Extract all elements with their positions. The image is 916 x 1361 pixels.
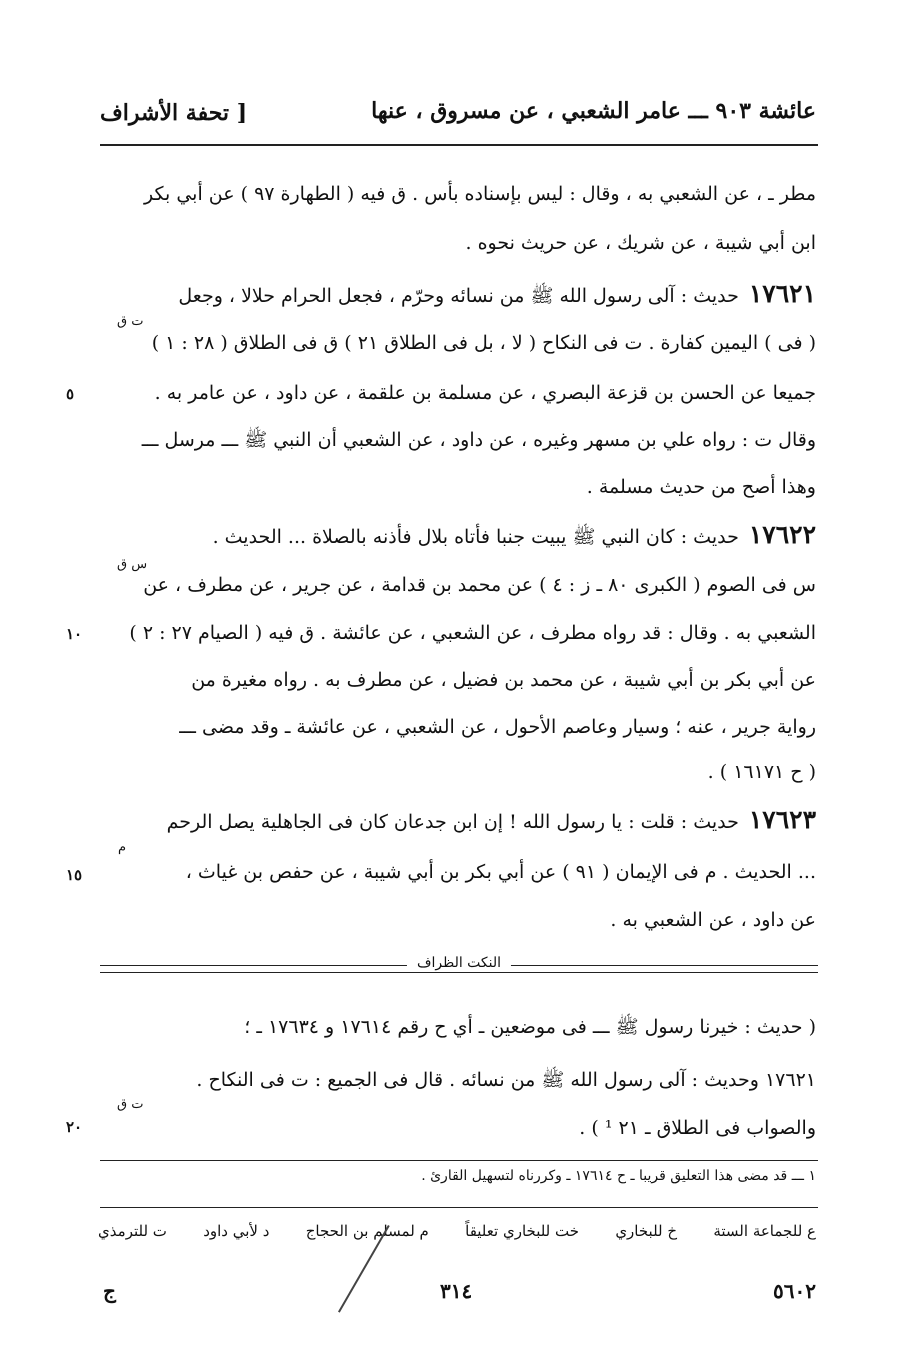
hadith-text: حديث : قلت : يا رسول الله ! إن ابن جدعان كان فى الجاهلية يصل الرحم <box>166 811 739 833</box>
section-divider <box>100 955 818 981</box>
line-number: ٥ <box>66 385 75 403</box>
text-line: ١٧٦٢١ وحديث : آلى رسول الله ﷺ من نسائه . قال فى الجميع : ت فى النكاح . <box>196 1069 816 1091</box>
abbreviation: ت للترمذي <box>98 1222 167 1240</box>
hadith-number: ١٧٦٢٣ <box>748 805 816 834</box>
text-line: ( ح ١٦١٧١ ) . <box>707 761 816 783</box>
hadith-number: ١٧٦٢١ <box>748 279 816 308</box>
footer-serial-number: ٥٦٠٢ <box>773 1279 816 1303</box>
margin-siglum: س ق <box>117 557 148 572</box>
abbreviation: خت للبخاري تعليقاً <box>465 1222 580 1240</box>
divider-label: النكت الظراف <box>407 955 511 971</box>
footnote-rule <box>100 1160 818 1161</box>
hadith-text: حديث : كان النبي ﷺ يبيت جنبا فأتاه بلال فأذنه بالصلاة ... الحديث . <box>212 526 739 548</box>
hadith-line <box>213 520 816 552</box>
page-number: ٣١٤ <box>440 1279 473 1303</box>
margin-siglum: ت ق <box>117 314 144 329</box>
footnote: ١ ـــ قد مضى هذا التعليق قريبا ـ ح ١٧٦١٤ ـ وكررناه لتسهيل القارئ . <box>421 1168 816 1184</box>
abbreviation: د لأبي داود <box>203 1222 270 1240</box>
text-line: ... الحديث . م فى الإيمان ( ٩١ ) عن أبي بكر بن أبي شيبة ، عن حفص بن غياث ، <box>185 861 816 883</box>
text-line: جميعا عن الحسن بن قزعة البصري ، عن مسلمة بن علقمة ، عن داود ، عن عامر به . <box>154 382 816 404</box>
running-header-right: عائشة ٩٠٣ ـــ عامر الشعبي ، عن مسروق ، عنها <box>371 98 816 124</box>
header-rule <box>100 144 818 146</box>
margin-siglum: م <box>118 840 127 855</box>
text-line: وهذا أصح من حديث مسلمة . <box>586 476 816 498</box>
text-line: مطر ـ ، عن الشعبي به ، وقال : ليس بإسناده بأس . ق فيه ( الطهارة ٩٧ ) عن أبي بكر <box>144 183 816 205</box>
line-number: ١٠ <box>66 625 83 643</box>
text-line: ابن أبي شيبة ، عن شريك ، عن حريث نحوه . <box>465 232 816 254</box>
abbreviation: خ للبخاري <box>615 1222 678 1240</box>
text-line: ( حديث : خيرنا رسول ﷺ ـــ فى موضعين ـ أي ح رقم ١٧٦١٤ و ١٧٦٣٤ ـ ؛ <box>244 1016 816 1038</box>
text-line: س فى الصوم ( الكبرى ٨٠ ـ ز : ٤ ) عن محمد بن قدامة ، عن جرير ، عن مطرف ، عن <box>143 574 816 596</box>
hadith-text: حديث : آلى رسول الله ﷺ من نسائه وحرّم ، فجعل الحرام حلالا ، وجعل <box>178 285 739 307</box>
text-line: الشعبي به . وقال : قد رواه مطرف ، عن الشعبي ، عن عائشة . ق فيه ( الصيام ٢٧ : ٢ ) <box>129 622 816 644</box>
text-line: وقال ت : رواه علي بن مسهر وغيره ، عن داود ، عن الشعبي أن النبي ﷺ ـــ مرسل ـــ <box>141 429 816 451</box>
text-line: عن أبي بكر بن أبي شيبة ، عن محمد بن فضيل ، عن مطرف به . رواه مغيرة من <box>191 669 816 691</box>
text-line: عن داود ، عن الشعبي به . <box>610 909 816 931</box>
abbreviations-rule <box>100 1207 818 1208</box>
text-line: والصواب فى الطلاق ـ ٢١ ¹ ) . <box>579 1117 816 1139</box>
text-line: ( فى ) اليمين كفارة . ت فى النكاح ( لا ، بل فى الطلاق ٢١ ) ق فى الطلاق ( ٢٨ : ١ ) <box>151 332 816 354</box>
abbreviation: م لمسلم بن الحجاج <box>305 1222 429 1240</box>
hadith-number: ١٧٦٢٢ <box>748 520 816 549</box>
running-header-left: [ تحفة الأشراف <box>100 100 248 126</box>
signature-mark: ج <box>103 1279 116 1303</box>
hadith-line <box>167 805 816 837</box>
abbreviation: ع للجماعة الستة <box>713 1222 816 1240</box>
margin-siglum: ت ق <box>117 1097 144 1112</box>
hadith-line <box>178 279 816 311</box>
text-line: رواية جرير ، عنه ؛ وسيار وعاصم الأحول ، عن الشعبي ، عن عائشة ـ وقد مضى ـــ <box>179 716 816 738</box>
line-number: ١٥ <box>66 866 83 884</box>
line-number: ٢٠ <box>66 1118 83 1136</box>
abbreviation-key <box>98 1222 816 1240</box>
